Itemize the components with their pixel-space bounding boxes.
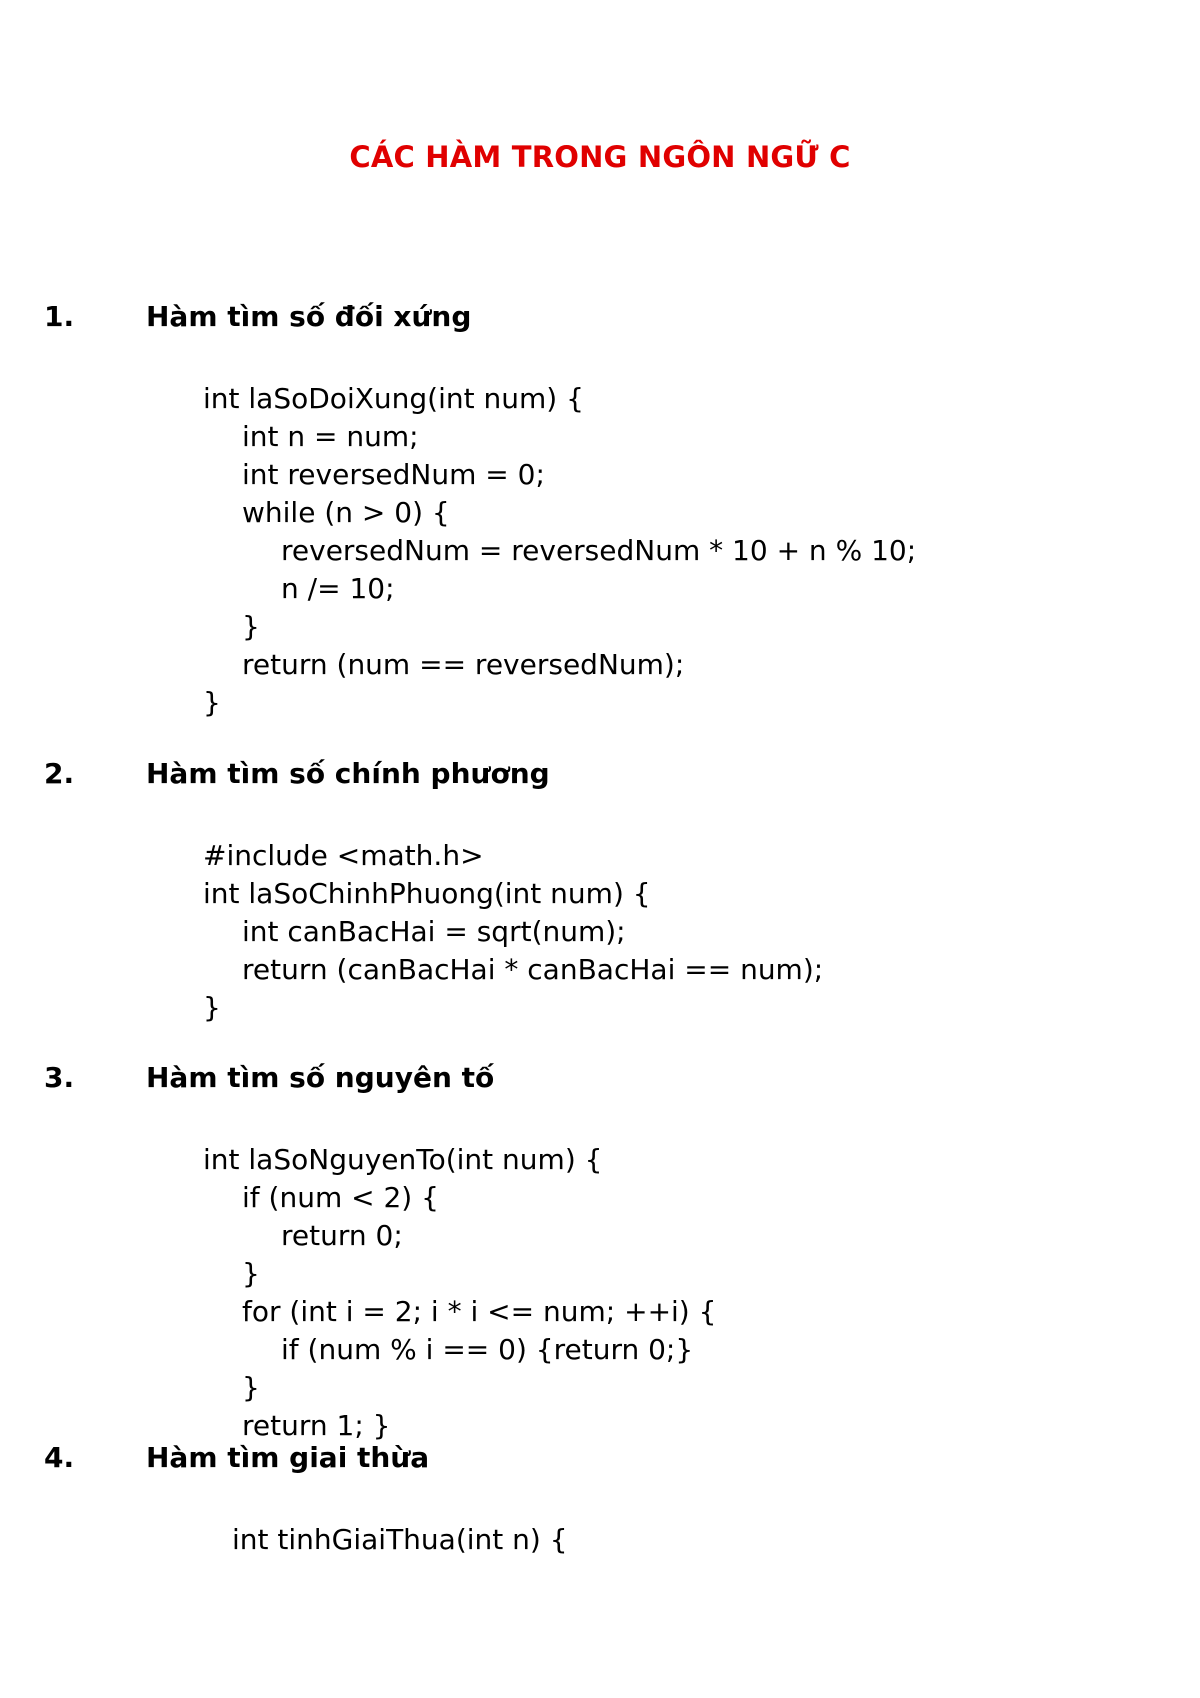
code-line: int laSoDoiXung(int num) {: [203, 382, 584, 415]
code-line: while (n > 0) {: [242, 496, 450, 529]
section-number: 2.: [44, 757, 75, 790]
code-line: return 1; }: [242, 1409, 391, 1442]
code-block-2: [203, 837, 823, 1027]
code-line: int laSoChinhPhuong(int num) {: [203, 877, 651, 910]
code-line: if (num % i == 0) {return 0;}: [281, 1333, 694, 1366]
code-line: }: [203, 686, 221, 719]
code-line: #include <math.h>: [203, 839, 484, 872]
code-line: int tinhGiaiThua(int n) {: [232, 1523, 568, 1556]
code-line: }: [242, 610, 260, 643]
section-title: Hàm tìm số chính phương: [146, 757, 550, 790]
code-line: int reversedNum = 0;: [242, 458, 545, 491]
section-heading-2: [44, 757, 550, 790]
code-block-4: [232, 1521, 568, 1559]
section-heading-4: [44, 1441, 429, 1474]
section-heading-1: [44, 300, 471, 333]
code-line: int n = num;: [242, 420, 419, 453]
code-line: reversedNum = reversedNum * 10 + n % 10;: [281, 534, 917, 567]
code-line: return 0;: [281, 1219, 403, 1252]
section-title: Hàm tìm số đối xứng: [146, 300, 472, 333]
section-number: 3.: [44, 1061, 75, 1094]
code-line: if (num < 2) {: [242, 1181, 439, 1214]
code-line: return (canBacHai * canBacHai == num);: [242, 953, 824, 986]
code-line: int laSoNguyenTo(int num) {: [203, 1143, 603, 1176]
code-line: int canBacHai = sqrt(num);: [242, 915, 626, 948]
code-block-3: [203, 1141, 716, 1445]
section-heading-3: [44, 1061, 494, 1094]
code-line: for (int i = 2; i * i <= num; ++i) {: [242, 1295, 717, 1328]
section-number: 1.: [44, 300, 75, 333]
code-block-1: [203, 380, 916, 722]
section-title: Hàm tìm số nguyên tố: [146, 1061, 495, 1094]
page-title: CÁC HÀM TRONG NGÔN NGỮ C: [349, 140, 851, 174]
code-line: n /= 10;: [281, 572, 395, 605]
code-line: return (num == reversedNum);: [242, 648, 685, 681]
code-line: }: [203, 991, 221, 1024]
section-title: Hàm tìm giai thừa: [146, 1441, 430, 1474]
code-line: }: [242, 1371, 260, 1404]
code-line: }: [242, 1257, 260, 1290]
section-number: 4.: [44, 1441, 75, 1474]
